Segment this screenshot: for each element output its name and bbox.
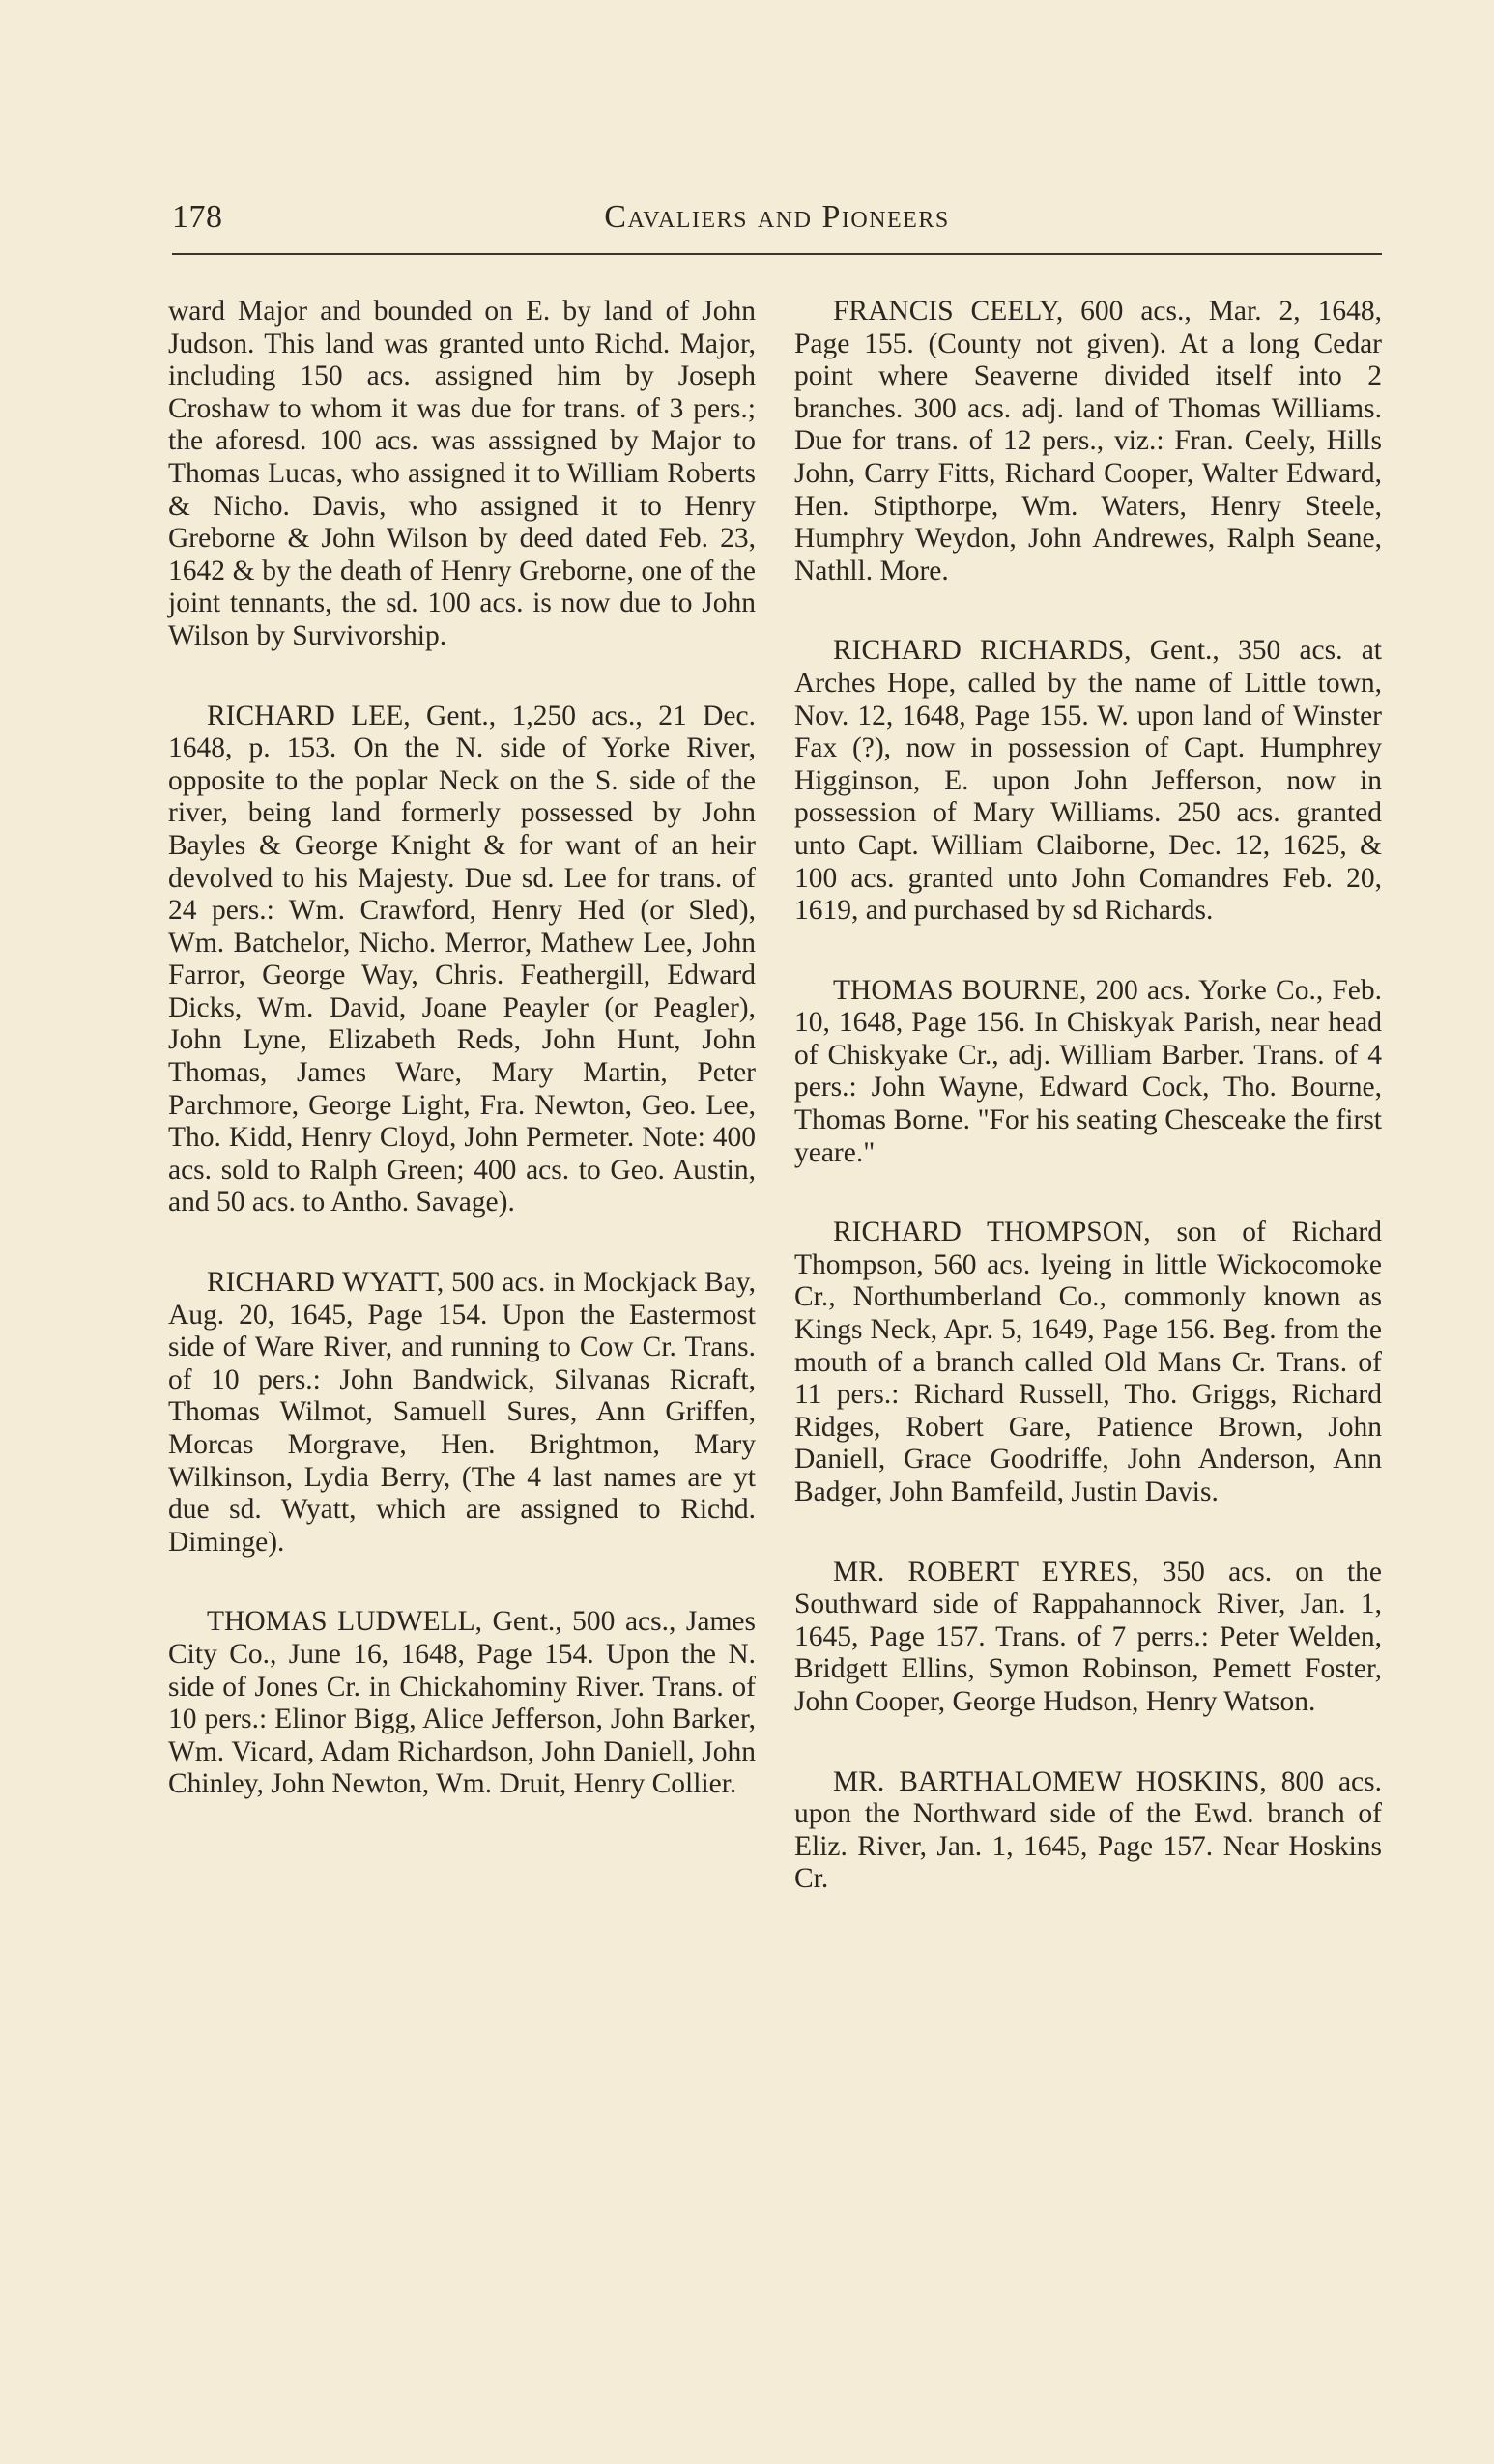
page-header [172, 193, 1382, 244]
right-column [794, 296, 1382, 1943]
entry-thomas-ludwell: THOMAS LUDWELL, Gent., 500 acs., James City Co., June 16, 1648, Page 154. Upon the N. side of Jones Cr. in Chickahominy River. Trans. of 10 pers.: Elinor Bigg, Alice Jefferson, John Barker, Wm. Vicard, Adam Richardson, John Daniell, John Chinley, John Newton, Wm. Druit, Henry Collier. [168, 1606, 756, 1800]
entry-thomas-bourne: THOMAS BOURNE, 200 acs. Yorke Co., Feb. 10, 1648, Page 156. In Chiskyak Parish, near head of Chiskyake Cr., adj. William Barber. Trans. of 4 pers.: John Wayne, Edward Cock, Tho. Bourne, Thomas Borne. "For his seating Chesceake the first yeare." [794, 974, 1382, 1168]
header-rule [172, 253, 1382, 255]
running-title: Cavaliers and Pioneers [604, 199, 950, 235]
left-column [168, 296, 756, 1848]
entry-continued-major: ward Major and bounded on E. by land of John Judson. This land was granted unto Richd. Major, including 150 acs. assigned him by Joseph Croshaw to whom it was due for trans. of 3 pers.; the aforesd. 100 acs. was asssigned by Major to Thomas Lucas, who assigned it to William Roberts & Nicho. Davis, who assigned it to Henry Greborne & John Wilson by deed dated Feb. 23, 1642 & by the death of Henry Greborne, one of the joint tennants, the sd. 100 acs. is now due to John Wilson by Survivorship. [168, 296, 756, 651]
entry-francis-ceely: FRANCIS CEELY, 600 acs., Mar. 2, 1648, Page 155. (County not given). At a long Cedar point where Seaverne divided itself into 2 branches. 300 acs. adj. land of Thomas Williams. Due for trans. of 12 pers., viz.: Fran. Ceely, Hills John, Carry Fitts, Richard Cooper, Walter Edward, Hen. Stipthorpe, Wm. Waters, Henry Steele, Humphry Weydon, John Andrewes, Ralph Seane, Nathll. More. [794, 296, 1382, 587]
entry-robert-eyres: MR. ROBERT EYRES, 350 acs. on the Southward side of Rappahannock River, Jan. 1, 1645, Page 157. Trans. of 7 perrs.: Peter Welden, Bridgett Ellins, Symon Robinson, Pemett Foster, John Cooper, George Hudson, Henry Watson. [794, 1556, 1382, 1717]
entry-richard-richards: RICHARD RICHARDS, Gent., 350 acs. at Arches Hope, called by the name of Little town, Nov. 12, 1648, Page 155. W. upon land of Winster Fax (?), now in possession of Capt. Humphrey Higginson, E. upon John Jefferson, now in possession of Mary Williams. 250 acs. granted unto Capt. William Claiborne, Dec. 12, 1625, & 100 acs. granted unto John Comandres Feb. 20, 1619, and purchased by sd Richards. [794, 635, 1382, 927]
entry-richard-wyatt: RICHARD WYATT, 500 acs. in Mockjack Bay, Aug. 20, 1645, Page 154. Upon the Eastermost side of Ware River, and running to Cow Cr. Trans. of 10 pers.: John Bandwick, Silvanas Ricraft, Thomas Wilmot, Samuell Sures, Ann Griffen, Morcas Morgrave, Hen. Brightmon, Mary Wilkinson, Lydia Berry, (The 4 last names are yt due sd. Wyatt, which are assigned to Richd. Diminge). [168, 1267, 756, 1558]
entry-barthalomew-hoskins: MR. BARTHALOMEW HOSKINS, 800 acs. upon the Northward side of the Ewd. branch of Eliz. River, Jan. 1, 1645, Page 157. Near Hoskins Cr. [794, 1765, 1382, 1895]
entry-richard-lee: RICHARD LEE, Gent., 1,250 acs., 21 Dec. 1648, p. 153. On the N. side of Yorke River, opposite to the poplar Neck on the S. side of the river, being land formerly possessed by John Bayles & George Knight & for want of an heir devolved to his Majesty. Due sd. Lee for trans. of 24 pers.: Wm. Crawford, Henry Hed (or Sled), Wm. Batchelor, Nicho. Merror, Mathew Lee, John Farror, George Way, Chris. Feathergill, Edward Dicks, Wm. David, Joane Peayler (or Peagler), John Lyne, Elizabeth Reds, John Hunt, John Thomas, James Ware, Mary Martin, Peter Parchmore, George Light, Fra. Newton, Geo. Lee, Tho. Kidd, Henry Cloyd, John Permeter. Note: 400 acs. sold to Ralph Green; 400 acs. to Geo. Austin, and 50 acs. to Antho. Savage). [168, 700, 756, 1218]
entry-richard-thompson: RICHARD THOMPSON, son of Richard Thompson, 560 acs. lyeing in little Wickocomoke Cr., Northumberland Co., commonly known as Kings Neck, Apr. 5, 1649, Page 156. Beg. from the mouth of a branch called Old Mans Cr. Trans. of 11 pers.: Richard Russell, Tho. Griggs, Richard Ridges, Robert Gare, Patience Brown, John Daniell, Grace Goodriffe, John Anderson, Ann Badger, John Bamfeild, Justin Davis. [794, 1217, 1382, 1507]
page-number: 178 [172, 199, 223, 235]
